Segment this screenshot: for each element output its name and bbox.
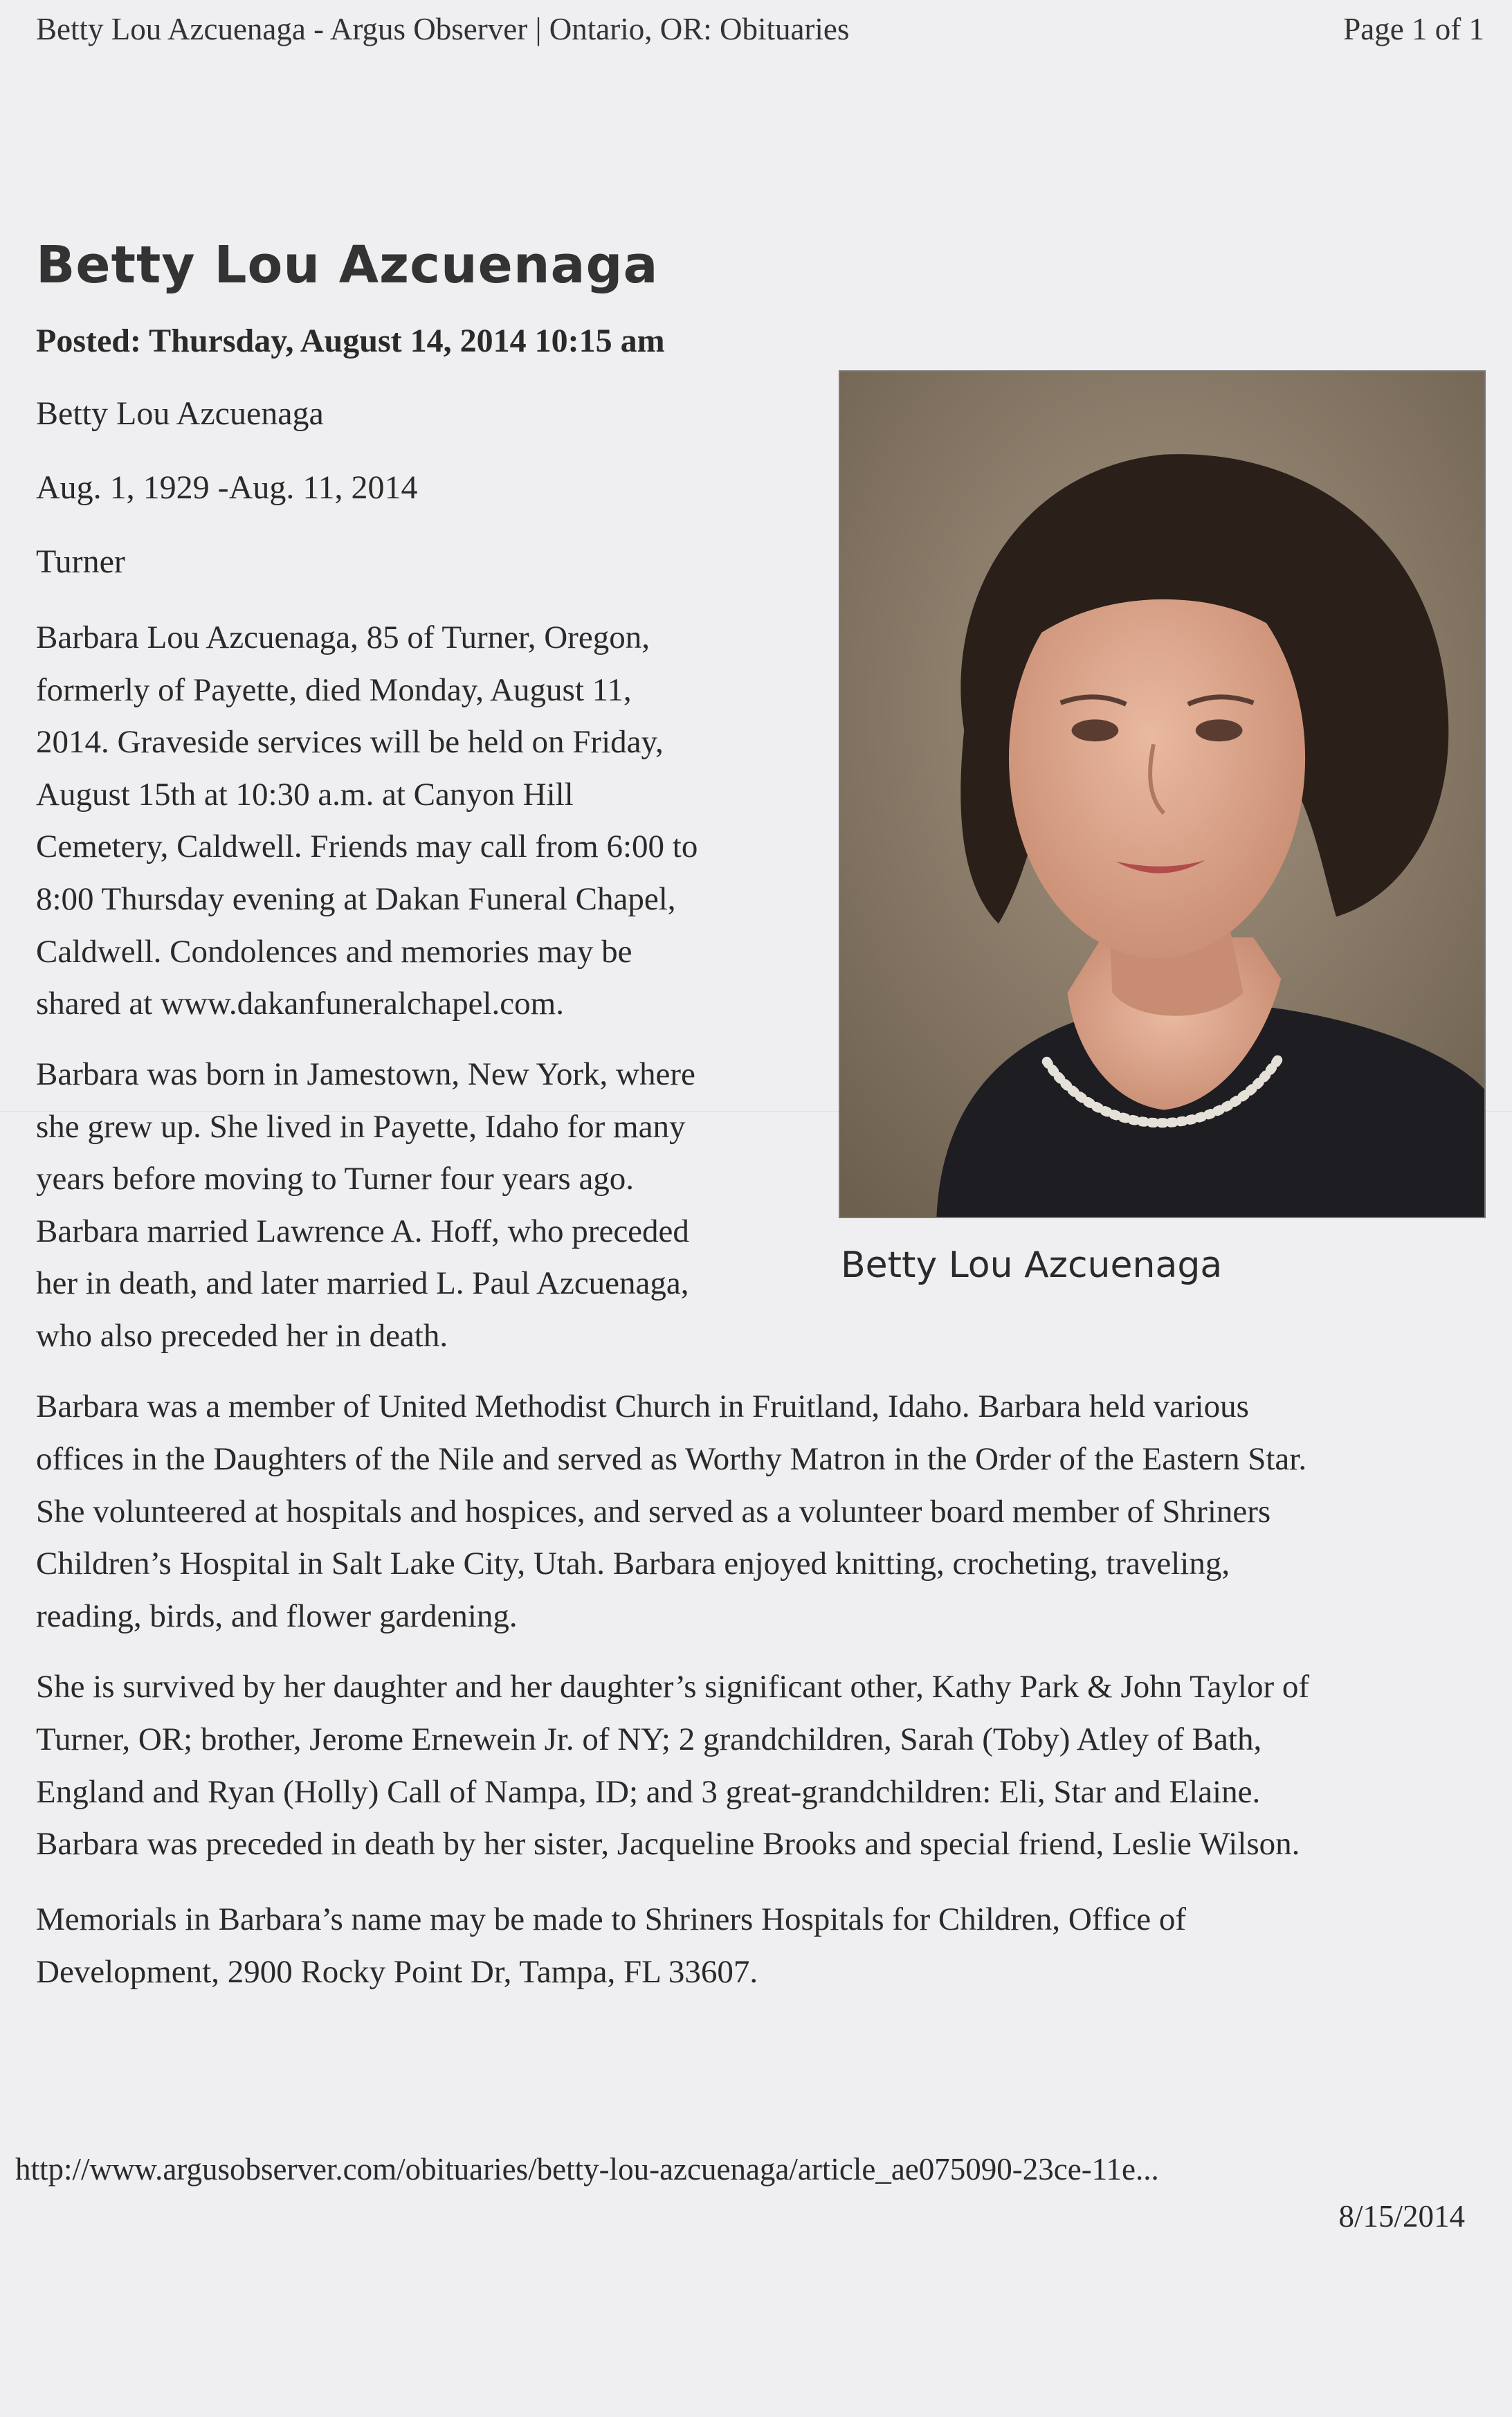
text-line: Barbara was preceded in death by her sister, Jacqueline Brooks and special friend, Leslie Wilson. [36, 1826, 1300, 1863]
text-line: offices in the Daughters of the Nile and served as Worthy Matron in the Order of the Eastern Star. [36, 1440, 1307, 1477]
life-dates: Aug. 1, 1929 -Aug. 11, 2014 [36, 469, 418, 506]
text-line: Barbara married Lawrence A. Hoff, who preceded [36, 1213, 689, 1249]
paragraph-survivors [36, 1661, 1496, 1871]
obituary-title: Betty Lou Azcuenaga [36, 235, 659, 295]
text-line: Memorials in Barbara’s name may be made to Shriners Hospitals for Children, Office of [36, 1901, 1186, 1937]
text-line: She volunteered at hospitals and hospices, and served as a volunteer board member of Shriners [36, 1493, 1271, 1530]
print-footer-date: 8/15/2014 [1338, 2199, 1465, 2234]
text-line: reading, birds, and flower gardening. [36, 1598, 518, 1635]
text-line: she grew up. She lived in Payette, Idaho for many [36, 1108, 686, 1145]
print-footer-url: http://www.argusobserver.com/obituaries/betty-lou-azcuenaga/article_ae075090-23ce-11e... [15, 2152, 1159, 2187]
deceased-name: Betty Lou Azcuenaga [36, 395, 324, 432]
text-line: Barbara was born in Jamestown, New York, where [36, 1056, 695, 1092]
print-header-page-number: Page 1 of 1 [1343, 12, 1484, 46]
text-line: Barbara was a member of United Methodist Church in Fruitland, Idaho. Barbara held various [36, 1388, 1249, 1424]
text-line: years before moving to Turner four years ago. [36, 1161, 635, 1197]
text-line: formerly of Payette, died Monday, August 11, [36, 671, 632, 708]
photo-caption: Betty Lou Azcuenaga [841, 1244, 1223, 1286]
text-line: Caldwell. Condolences and memories may be [36, 933, 632, 970]
paragraph-biography [36, 1049, 790, 1363]
text-line: Children’s Hospital in Salt Lake City, Utah. Barbara enjoyed knitting, crocheting, traveling, [36, 1546, 1230, 1582]
text-line: August 15th at 10:30 a.m. at Canyon Hill [36, 776, 574, 813]
text-line: Cemetery, Caldwell. Friends may call from 6:00 to [36, 829, 698, 865]
print-header-source: Betty Lou Azcuenaga - Argus Observer | Ontario, OR: Obituaries [36, 12, 850, 46]
text-line: 8:00 Thursday evening at Dakan Funeral Chapel, [36, 880, 676, 917]
text-line: Turner, OR; brother, Jerome Ernewein Jr. of NY; 2 grandchildren, Sarah (Toby) Atley of Bath, [36, 1721, 1262, 1757]
text-line: England and Ryan (Holly) Call of Nampa, ID; and 3 great-grandchildren: Eli, Star and Elaine. [36, 1773, 1261, 1810]
text-line: who also preceded her in death. [36, 1317, 448, 1354]
paragraph-memorials [36, 1894, 1496, 1999]
paragraph-death-notice [36, 612, 790, 1031]
hometown: Turner [36, 543, 125, 580]
text-line: Development, 2900 Rocky Point Dr, Tampa, FL 33607. [36, 1953, 758, 1990]
posted-date: Posted: Thursday, August 14, 2014 10:15 am [36, 323, 665, 359]
text-line: 2014. Graveside services will be held on Friday, [36, 724, 664, 761]
text-line: shared at www.dakanfuneralchapel.com. [36, 986, 564, 1022]
paragraph-memberships [36, 1381, 1496, 1643]
text-line: She is survived by her daughter and her daughter’s significant other, Kathy Park & John Taylor of [36, 1669, 1310, 1705]
text-line: her in death, and later married L. Paul Azcuenaga, [36, 1265, 689, 1302]
text-line: Barbara Lou Azcuenaga, 85 of Turner, Oregon, [36, 619, 650, 655]
portrait-illustration [840, 372, 1484, 1217]
portrait-photo [839, 370, 1486, 1218]
